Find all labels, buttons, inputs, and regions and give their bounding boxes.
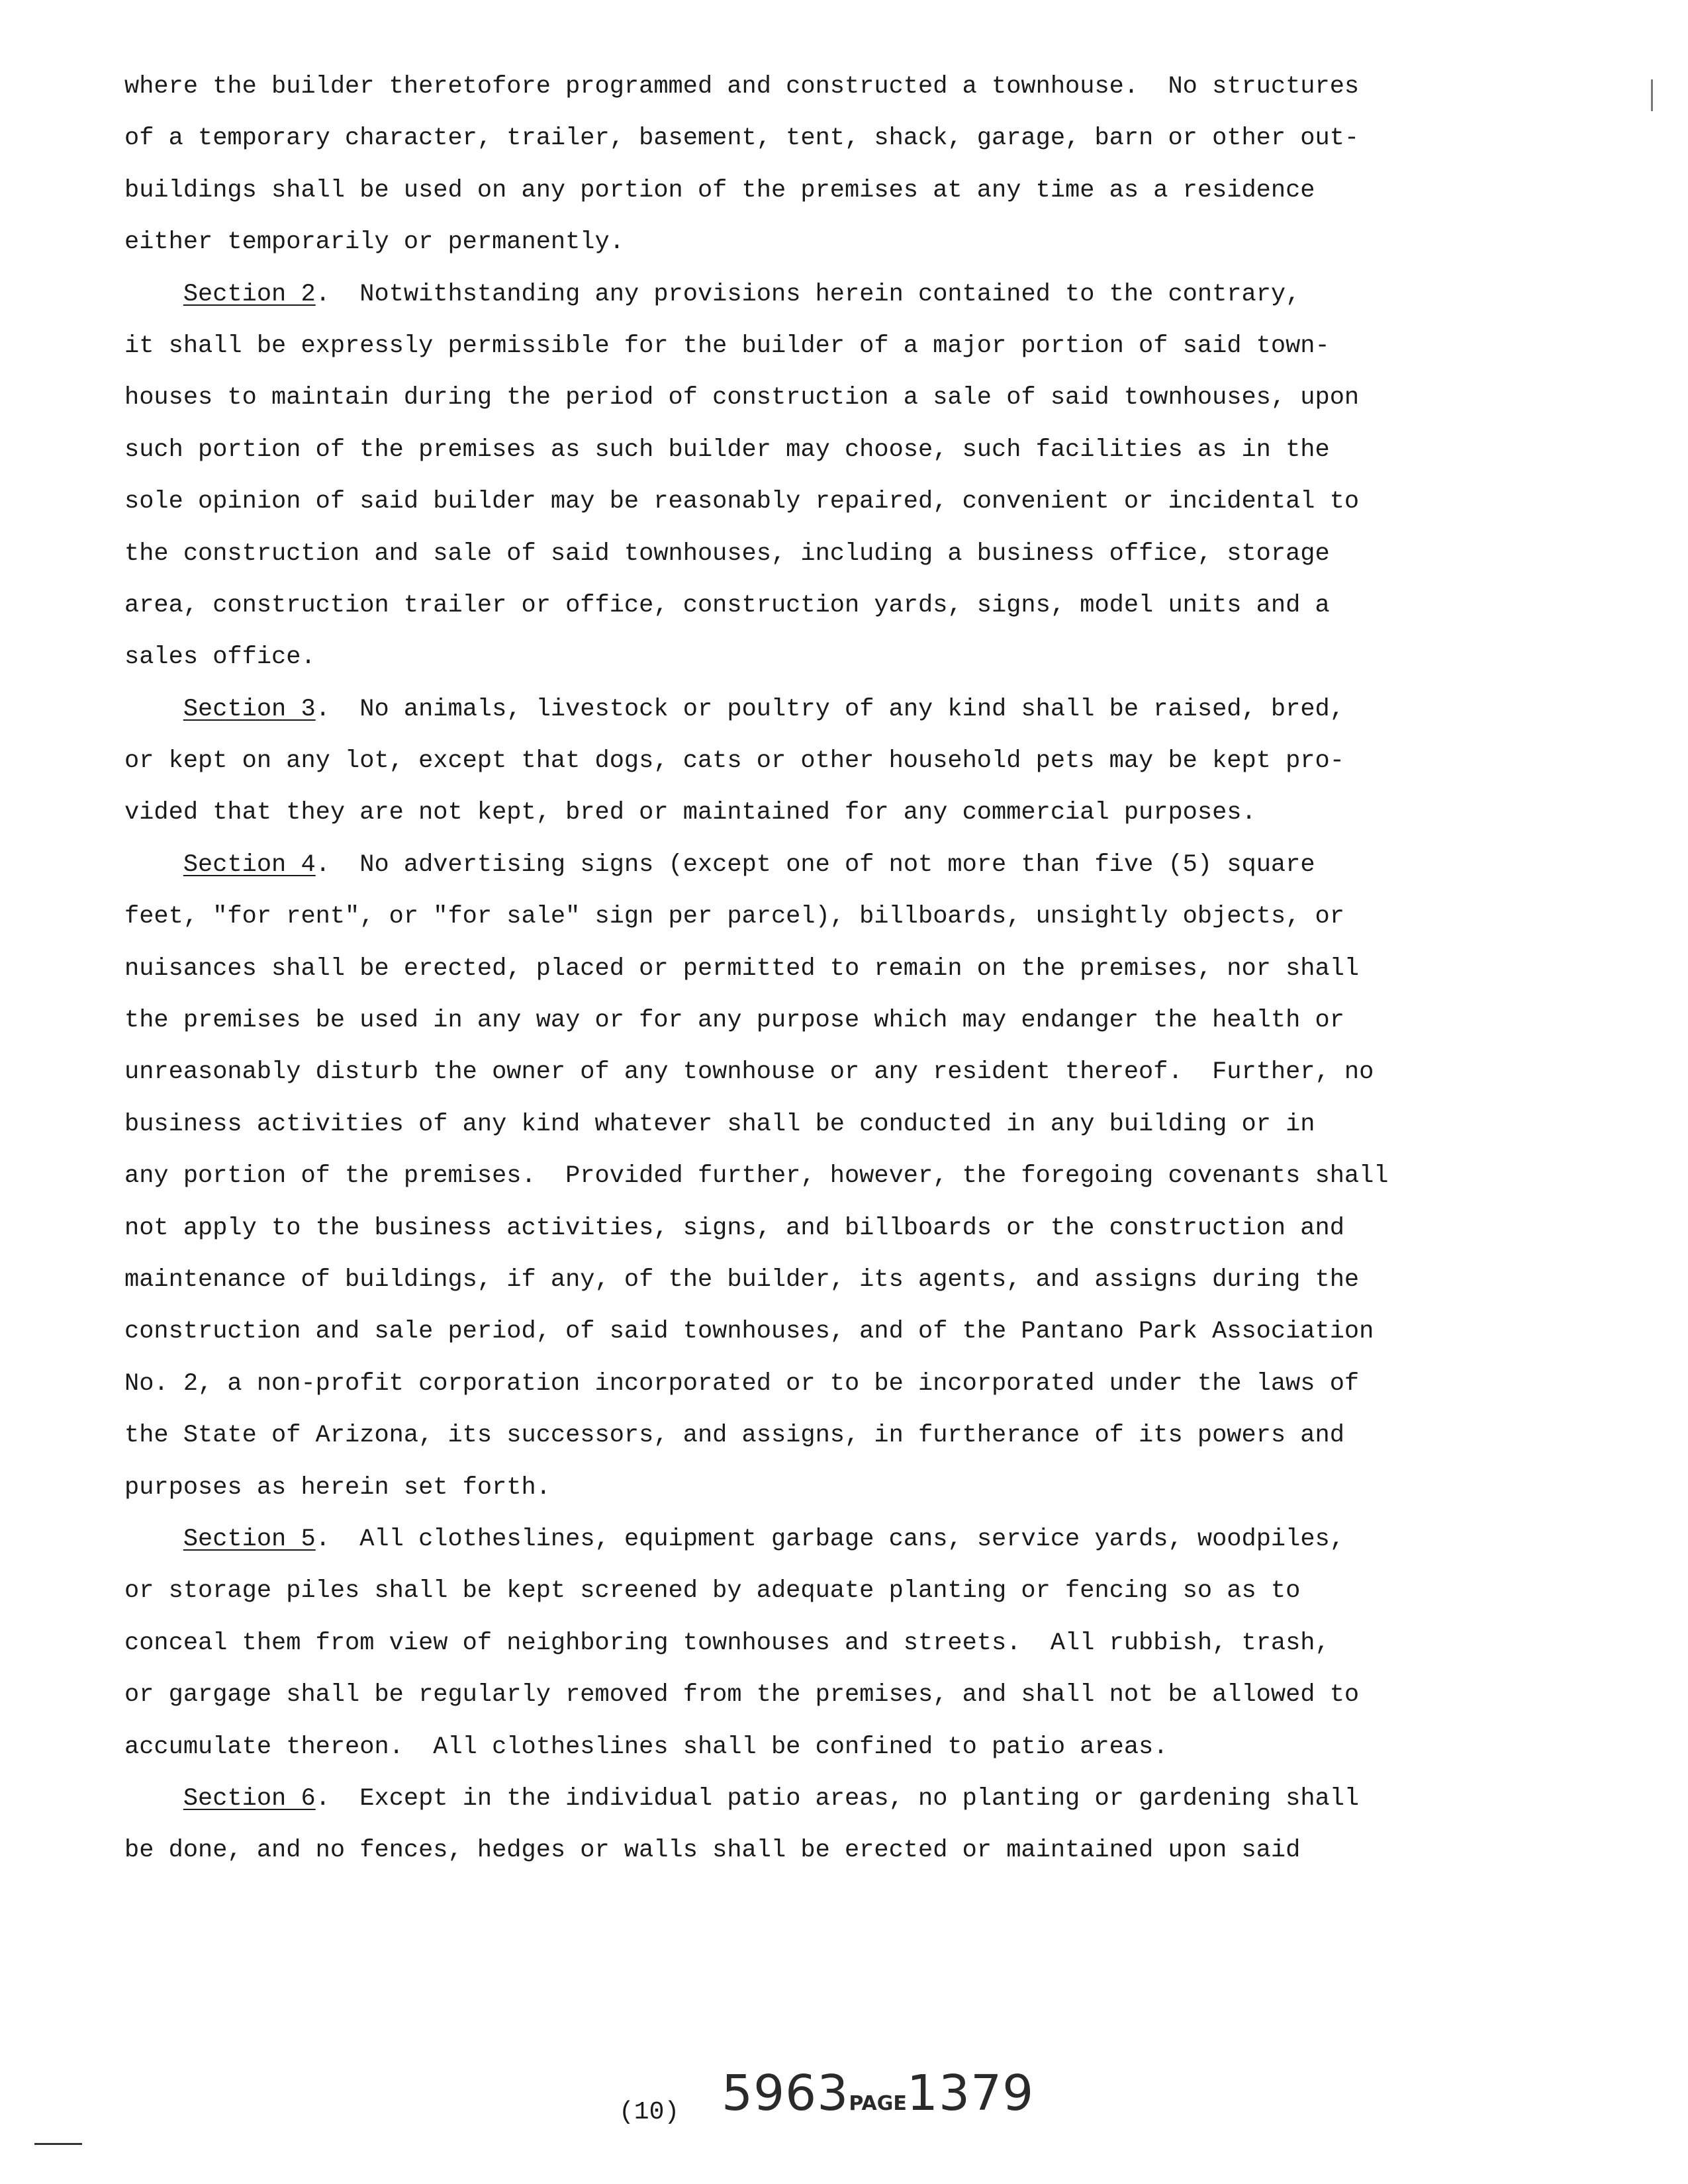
section-4-first-line	[124, 839, 1315, 891]
text-line: construction and sale period, of said townhouses, and of the Pantano Park Association	[124, 1318, 1374, 1346]
stamp-book-number: 5963	[722, 2065, 849, 2122]
section-3-first-line-text: . No animals, livestock or poultry of any kind shall be raised, bred,	[315, 695, 1344, 723]
text-line: sole opinion of said builder may be reasonably repaired, convenient or incidental to	[124, 488, 1360, 516]
text-line: houses to maintain during the period of construction a sale of said townhouses, upon	[124, 384, 1360, 412]
section-3-first-line	[124, 684, 1344, 735]
text-line: vided that they are not kept, bred or maintained for any commercial purposes.	[124, 799, 1256, 827]
section-2-first-line	[124, 269, 1301, 320]
scan-mark	[1651, 79, 1653, 111]
stamp-page-number: 1379	[906, 2065, 1035, 2122]
text-line: area, construction trailer or office, construction yards, signs, model units and a	[124, 591, 1330, 619]
document-body	[124, 61, 1389, 1877]
text-line: where the builder theretofore programmed and constructed a townhouse. No structures	[124, 73, 1360, 101]
section-2-heading: Section 2	[183, 280, 316, 308]
text-line: accumulate thereon. All clotheslines shall be confined to patio areas.	[124, 1733, 1168, 1761]
text-line: No. 2, a non-profit corporation incorporated or to be incorporated under the laws of	[124, 1369, 1360, 1398]
section-2-first-line-text: . Notwithstanding any provisions herein contained to the contrary,	[315, 280, 1301, 308]
page-number: (10)	[619, 2098, 680, 2126]
section-5-first-line	[124, 1514, 1344, 1565]
text-line: any portion of the premises. Provided further, however, the foregoing covenants shall	[124, 1162, 1389, 1191]
text-line: maintenance of buildings, if any, of the builder, its agents, and assigns during the	[124, 1265, 1360, 1294]
text-line: buildings shall be used on any portion of the premises at any time as a residence	[124, 176, 1315, 205]
section-6-first-line-text: . Except in the individual patio areas, no planting or gardening shall	[315, 1784, 1360, 1813]
text-line: or gargage shall be regularly removed from the premises, and shall not be allowed to	[124, 1681, 1360, 1709]
text-line: of a temporary character, trailer, basement, tent, shack, garage, barn or other out-	[124, 124, 1360, 153]
section-4-heading: Section 4	[183, 850, 316, 879]
text-line: the State of Arizona, its successors, and assigns, in furtherance of its powers and	[124, 1422, 1344, 1450]
text-line: such portion of the premises as such builder may choose, such facilities as in the	[124, 435, 1330, 464]
stamp-page-word: PAGE	[849, 2092, 907, 2115]
recording-stamp	[722, 2065, 1034, 2122]
text-line: conceal them from view of neighboring townhouses and streets. All rubbish, trash,	[124, 1629, 1330, 1657]
text-line: nuisances shall be erected, placed or permitted to remain on the premises, nor shall	[124, 954, 1360, 983]
scan-mark	[34, 2143, 82, 2145]
text-line: sales office.	[124, 643, 316, 672]
text-line: feet, "for rent", or "for sale" sign per parcel), billboards, unsightly objects, or	[124, 903, 1344, 931]
text-line: the premises be used in any way or for any purpose which may endanger the health or	[124, 1007, 1344, 1035]
text-line: or kept on any lot, except that dogs, cats or other household pets may be kept pro-	[124, 747, 1344, 776]
section-5-heading: Section 5	[183, 1525, 316, 1553]
text-line: be done, and no fences, hedges or walls shall be erected or maintained upon said	[124, 1837, 1301, 1865]
text-line: business activities of any kind whatever shall be conducted in any building or in	[124, 1110, 1315, 1138]
section-6-heading: Section 6	[183, 1784, 316, 1813]
text-line: it shall be expressly permissible for the builder of a major portion of said town-	[124, 332, 1330, 360]
text-line: either temporarily or permanently.	[124, 228, 624, 257]
text-line: or storage piles shall be kept screened by adequate planting or fencing so as to	[124, 1577, 1301, 1606]
text-line: the construction and sale of said townhouses, including a business office, storage	[124, 539, 1330, 568]
text-line: not apply to the business activities, signs, and billboards or the construction and	[124, 1214, 1344, 1242]
text-line: unreasonably disturb the owner of any townhouse or any resident thereof. Further, no	[124, 1058, 1374, 1087]
text-line: purposes as herein set forth.	[124, 1473, 551, 1502]
section-5-first-line-text: . All clotheslines, equipment garbage cans, service yards, woodpiles,	[315, 1525, 1344, 1553]
section-4-first-line-text: . No advertising signs (except one of not more than five (5) square	[315, 850, 1315, 879]
section-6-first-line	[124, 1773, 1360, 1825]
section-3-heading: Section 3	[183, 695, 316, 723]
